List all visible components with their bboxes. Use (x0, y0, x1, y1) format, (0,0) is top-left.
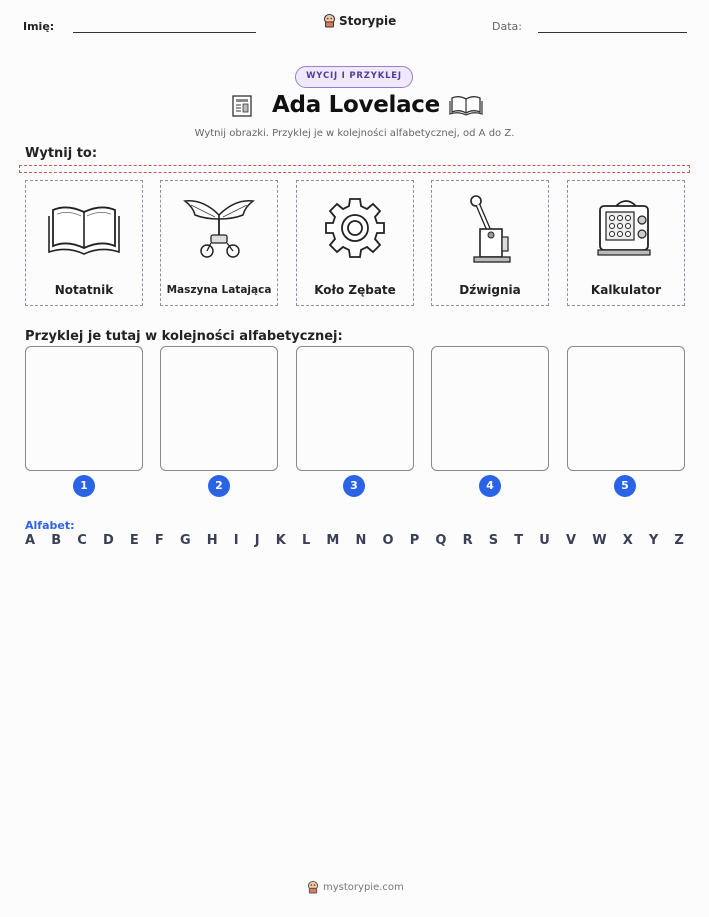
cut-card-gear[interactable] (296, 180, 414, 306)
paste-slot-4[interactable] (431, 346, 549, 471)
slot-number-badge: 2 (208, 475, 230, 497)
cut-card-notebook[interactable] (25, 180, 143, 306)
date-line (538, 32, 687, 33)
alphabet-row (25, 533, 684, 548)
footer (307, 880, 404, 894)
alphabet-letter: Z (674, 533, 684, 548)
paste-slot-3[interactable] (296, 346, 414, 471)
lever-icon (460, 193, 520, 263)
cut-line (19, 165, 690, 173)
alphabet-letter: Q (435, 533, 447, 548)
alphabet-letter: K (275, 533, 286, 548)
alphabet-letter: B (51, 533, 62, 548)
alphabet-letter: A (25, 533, 36, 548)
alphabet-letter: V (566, 533, 577, 548)
brand-name: Storypie (339, 13, 397, 28)
card-label: Koło Zębate (314, 283, 396, 297)
calculator-icon (594, 196, 658, 260)
flying-machine-icon (181, 195, 257, 261)
gear-icon (323, 196, 387, 260)
alphabet-letter: C (77, 533, 87, 548)
alphabet-letter: E (129, 533, 139, 548)
storypie-mascot-icon (323, 13, 336, 28)
card-label: Notatnik (54, 283, 114, 297)
alphabet-letter: X (622, 533, 633, 548)
paste-slot-2[interactable] (160, 346, 278, 471)
alphabet-letter: W (592, 533, 607, 548)
alphabet-letter: I (233, 533, 239, 548)
card-label: Dźwignia (459, 283, 521, 297)
cut-section-heading: Wytnij to: (25, 146, 98, 161)
alphabet-letter: Y (648, 533, 659, 548)
cut-card-calculator[interactable] (567, 180, 685, 306)
date-label: Data: (492, 20, 522, 33)
open-book-icon (47, 200, 121, 256)
name-line (73, 32, 256, 33)
alphabet-letter: O (382, 533, 394, 548)
book-icon (449, 94, 483, 116)
alphabet-letter: L (301, 533, 311, 548)
name-label: Imię: (23, 20, 55, 33)
card-label: Maszyna Latająca (166, 284, 272, 296)
paste-slot-1[interactable] (25, 346, 143, 471)
alphabet-letter: U (539, 533, 550, 548)
paste-section-heading: Przyklej je tutaj w kolejności alfabetycznej: (25, 329, 343, 344)
cut-card-flying-machine[interactable] (160, 180, 278, 306)
alphabet-letter: N (355, 533, 367, 548)
activity-badge: WYCIJ I PRZYKLEJ (295, 66, 413, 88)
paste-slot-5[interactable] (567, 346, 685, 471)
alphabet-label: Alfabet: (25, 519, 75, 532)
alphabet-letter: M (326, 533, 340, 548)
storypie-mascot-icon (307, 880, 319, 894)
alphabet-letter: S (488, 533, 499, 548)
slot-number-badge: 3 (343, 475, 365, 497)
alphabet-letter: D (102, 533, 114, 548)
card-label: Kalkulator (590, 283, 662, 297)
alphabet-letter: T (514, 533, 524, 548)
alphabet-letter: H (206, 533, 218, 548)
newspaper-icon (231, 94, 253, 118)
alphabet-letter: G (179, 533, 191, 548)
instructions-text: Wytnij obrazki. Przyklej je w kolejności alfabetycznej, od A do Z. (194, 128, 515, 139)
slot-number-badge: 1 (73, 475, 95, 497)
cut-card-lever[interactable] (431, 180, 549, 306)
alphabet-letter: J (254, 533, 260, 548)
storypie-logo (323, 13, 396, 28)
slot-number-badge: 4 (479, 475, 501, 497)
alphabet-letter: P (409, 533, 420, 548)
alphabet-letter: F (154, 533, 164, 548)
page-title: Ada Lovelace (272, 92, 440, 118)
slot-number-badge: 5 (614, 475, 636, 497)
alphabet-letter: R (462, 533, 473, 548)
footer-site: mystorypie.com (323, 881, 404, 893)
